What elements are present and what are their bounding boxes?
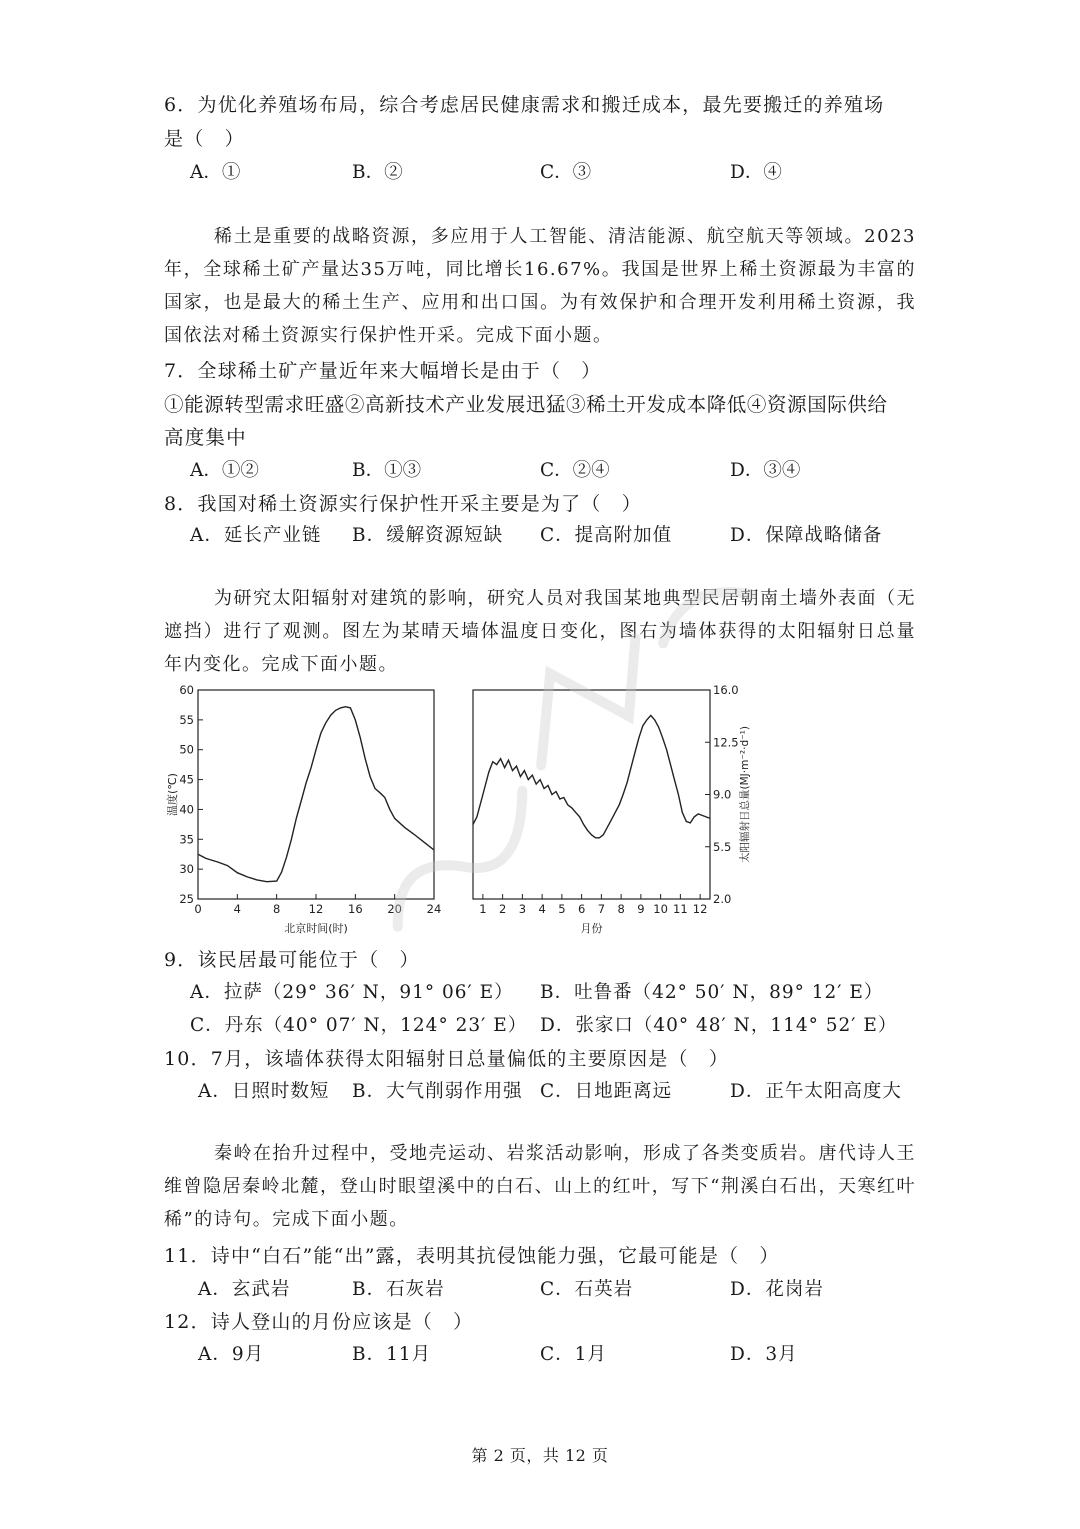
q7-option-a: A．①② (190, 460, 259, 481)
y-tick-label: 45 (179, 772, 194, 787)
q6-option-d: D．④ (730, 162, 782, 183)
q12-option-c: C．1月 (540, 1344, 607, 1365)
y-tick-label: 50 (179, 742, 194, 757)
q12-stem: 12．诗人登山的月份应该是（ ） (164, 1311, 474, 1333)
y-tick-label: 5.5 (713, 839, 732, 854)
x-tick-label: 10 (653, 902, 668, 916)
y-tick-label: 55 (179, 712, 194, 727)
y-tick-label: 35 (179, 832, 194, 847)
plot-frame (198, 690, 434, 899)
x-tick-label: 5 (558, 902, 566, 916)
q11-option-d: D．花岗岩 (730, 1279, 824, 1300)
x-tick-label: 2 (498, 902, 507, 916)
x-axis-label: 北京时间(时) (284, 922, 348, 935)
q9-option-a: A．拉萨（29° 36′ N，91° 06′ E） (190, 982, 514, 1003)
y-tick-label: 12.5 (713, 735, 739, 750)
x-tick-label: 16 (348, 902, 363, 916)
x-tick-label: 8 (273, 902, 281, 916)
x-tick-label: 24 (426, 902, 442, 916)
q7-option-c: C．②④ (540, 460, 610, 481)
x-tick-label: 3 (518, 902, 527, 916)
y-axis-label: 太阳辐射日总量(MJ·m⁻²·d⁻¹) (739, 726, 751, 863)
q8-option-a: A．延长产业链 (190, 525, 322, 546)
q10-option-b: B．大气削弱作用强 (352, 1081, 523, 1102)
y-tick-label: 9.0 (713, 787, 732, 802)
q8-option-c: C．提高附加值 (540, 525, 673, 546)
q12-option-a: A．9月 (198, 1344, 265, 1365)
q6-option-a: A．① (190, 162, 241, 183)
y-tick-label: 40 (179, 802, 194, 817)
x-axis-label: 月份 (580, 922, 603, 935)
temperature-line (198, 707, 434, 882)
passage-rare-earth: 稀土是重要的战略资源，多应用于人工智能、清洁能源、航空航天等领域。2023年，全球稀土矿产量达35万吨，同比增长16.67%。我国是世界上稀土资源最为丰富的国家，也是最大的稀土生产、应用和出口国。为有效保护和合理开发利用稀土资源，我国依法对稀土资源实行保护性开采。完成下面小题。 (164, 226, 916, 346)
y-tick-label: 60 (179, 684, 194, 697)
q10-option-d: D．正午太阳高度大 (730, 1081, 902, 1102)
x-tick-label: 1 (479, 902, 487, 916)
q8-option-b: B．缓解资源短缺 (352, 525, 504, 546)
solar-radiation-chart (465, 684, 765, 936)
q7-option-b: B．①③ (352, 460, 422, 481)
x-tick-label: 8 (617, 902, 625, 916)
q11-stem: 11．诗中“白石”能“出”露，表明其抗侵蚀能力强，它最可能是（ ） (164, 1245, 780, 1267)
y-tick-label: 25 (179, 892, 194, 906)
q10-stem: 10．7月，该墙体获得太阳辐射日总量偏低的主要原因是（ ） (164, 1048, 730, 1070)
q6-stem-line2: 是（ ） (164, 128, 245, 150)
y-tick-label: 2.0 (713, 892, 732, 906)
q11-option-a: A．玄武岩 (198, 1279, 291, 1300)
x-tick-label: 4 (538, 902, 546, 916)
q9-option-b: B．吐鲁番（42° 50′ N，89° 12′ E） (540, 982, 884, 1003)
q9-option-c: C．丹东（40° 07′ N，124° 23′ E） (190, 1015, 528, 1036)
q7-option-d: D．③④ (730, 460, 801, 481)
q12-option-d: D．3月 (730, 1344, 798, 1365)
q11-option-b: B．石灰岩 (352, 1279, 445, 1300)
x-tick-label: 20 (387, 902, 402, 916)
page-footer: 第 2 页，共 12 页 (471, 1446, 609, 1465)
q6-option-c: C．③ (540, 162, 592, 183)
x-tick-label: 6 (577, 902, 586, 916)
plot-frame (473, 690, 710, 899)
x-tick-label: 9 (637, 902, 645, 916)
q9-stem: 9．该民居最可能位于（ ） (164, 949, 420, 971)
y-tick-label: 16.0 (713, 684, 739, 697)
x-tick-label: 12 (308, 902, 324, 916)
passage-solar-wall: 为研究太阳辐射对建筑的影响，研究人员对我国某地典型民居朝南土墙外表面（无遮挡）进行了观测。图左为某晴天墙体温度日变化，图右为墙体获得的太阳辐射日总量年内变化。完成下面小题。 (164, 588, 916, 675)
q8-stem: 8．我国对稀土资源实行保护性开采主要是为了（ ） (164, 493, 642, 515)
y-tick-label: 30 (179, 862, 194, 877)
q7-stem: 7．全球稀土矿产量近年来大幅增长是由于（ ） (164, 360, 602, 382)
radiation-line (473, 715, 710, 837)
q10-option-c: C．日地距离远 (540, 1081, 673, 1102)
q9-option-d: D．张家口（40° 48′ N，114° 52′ E） (540, 1015, 898, 1036)
x-tick-label: 12 (692, 902, 708, 916)
x-tick-label: 11 (673, 902, 688, 916)
q12-option-b: B．11月 (352, 1344, 432, 1365)
y-axis-label: 温度(℃) (166, 773, 179, 816)
x-tick-label: 4 (233, 902, 241, 916)
q10-option-a: A．日照时数短 (198, 1081, 330, 1102)
q6-option-b: B．② (352, 162, 403, 183)
q8-option-d: D．保障战略储备 (730, 525, 883, 546)
q11-option-c: C．石英岩 (540, 1279, 634, 1300)
q7-choices-line1: ①能源转型需求旺盛②高新技术产业发展迅猛③稀土开发成本降低④资源国际供给 (164, 393, 888, 416)
q6-stem-line1: 6．为优化养殖场布局，综合考虑居民健康需求和搬迁成本，最先要搬迁的养殖场 (164, 94, 885, 116)
wall-temperature-chart (160, 684, 450, 936)
x-tick-label: 7 (597, 902, 606, 916)
passage-qinling: 秦岭在抬升过程中，受地壳运动、岩浆活动影响，形成了各类变质岩。唐代诗人王维曾隐居秦岭北麓，登山时眼望溪中的白石、山上的红叶，写下“荆溪白石出，天寒红叶稀”的诗句。完成下面小题。 (164, 1143, 916, 1230)
x-tick-label: 0 (194, 902, 202, 916)
q7-choices-line2: 高度集中 (164, 426, 247, 449)
